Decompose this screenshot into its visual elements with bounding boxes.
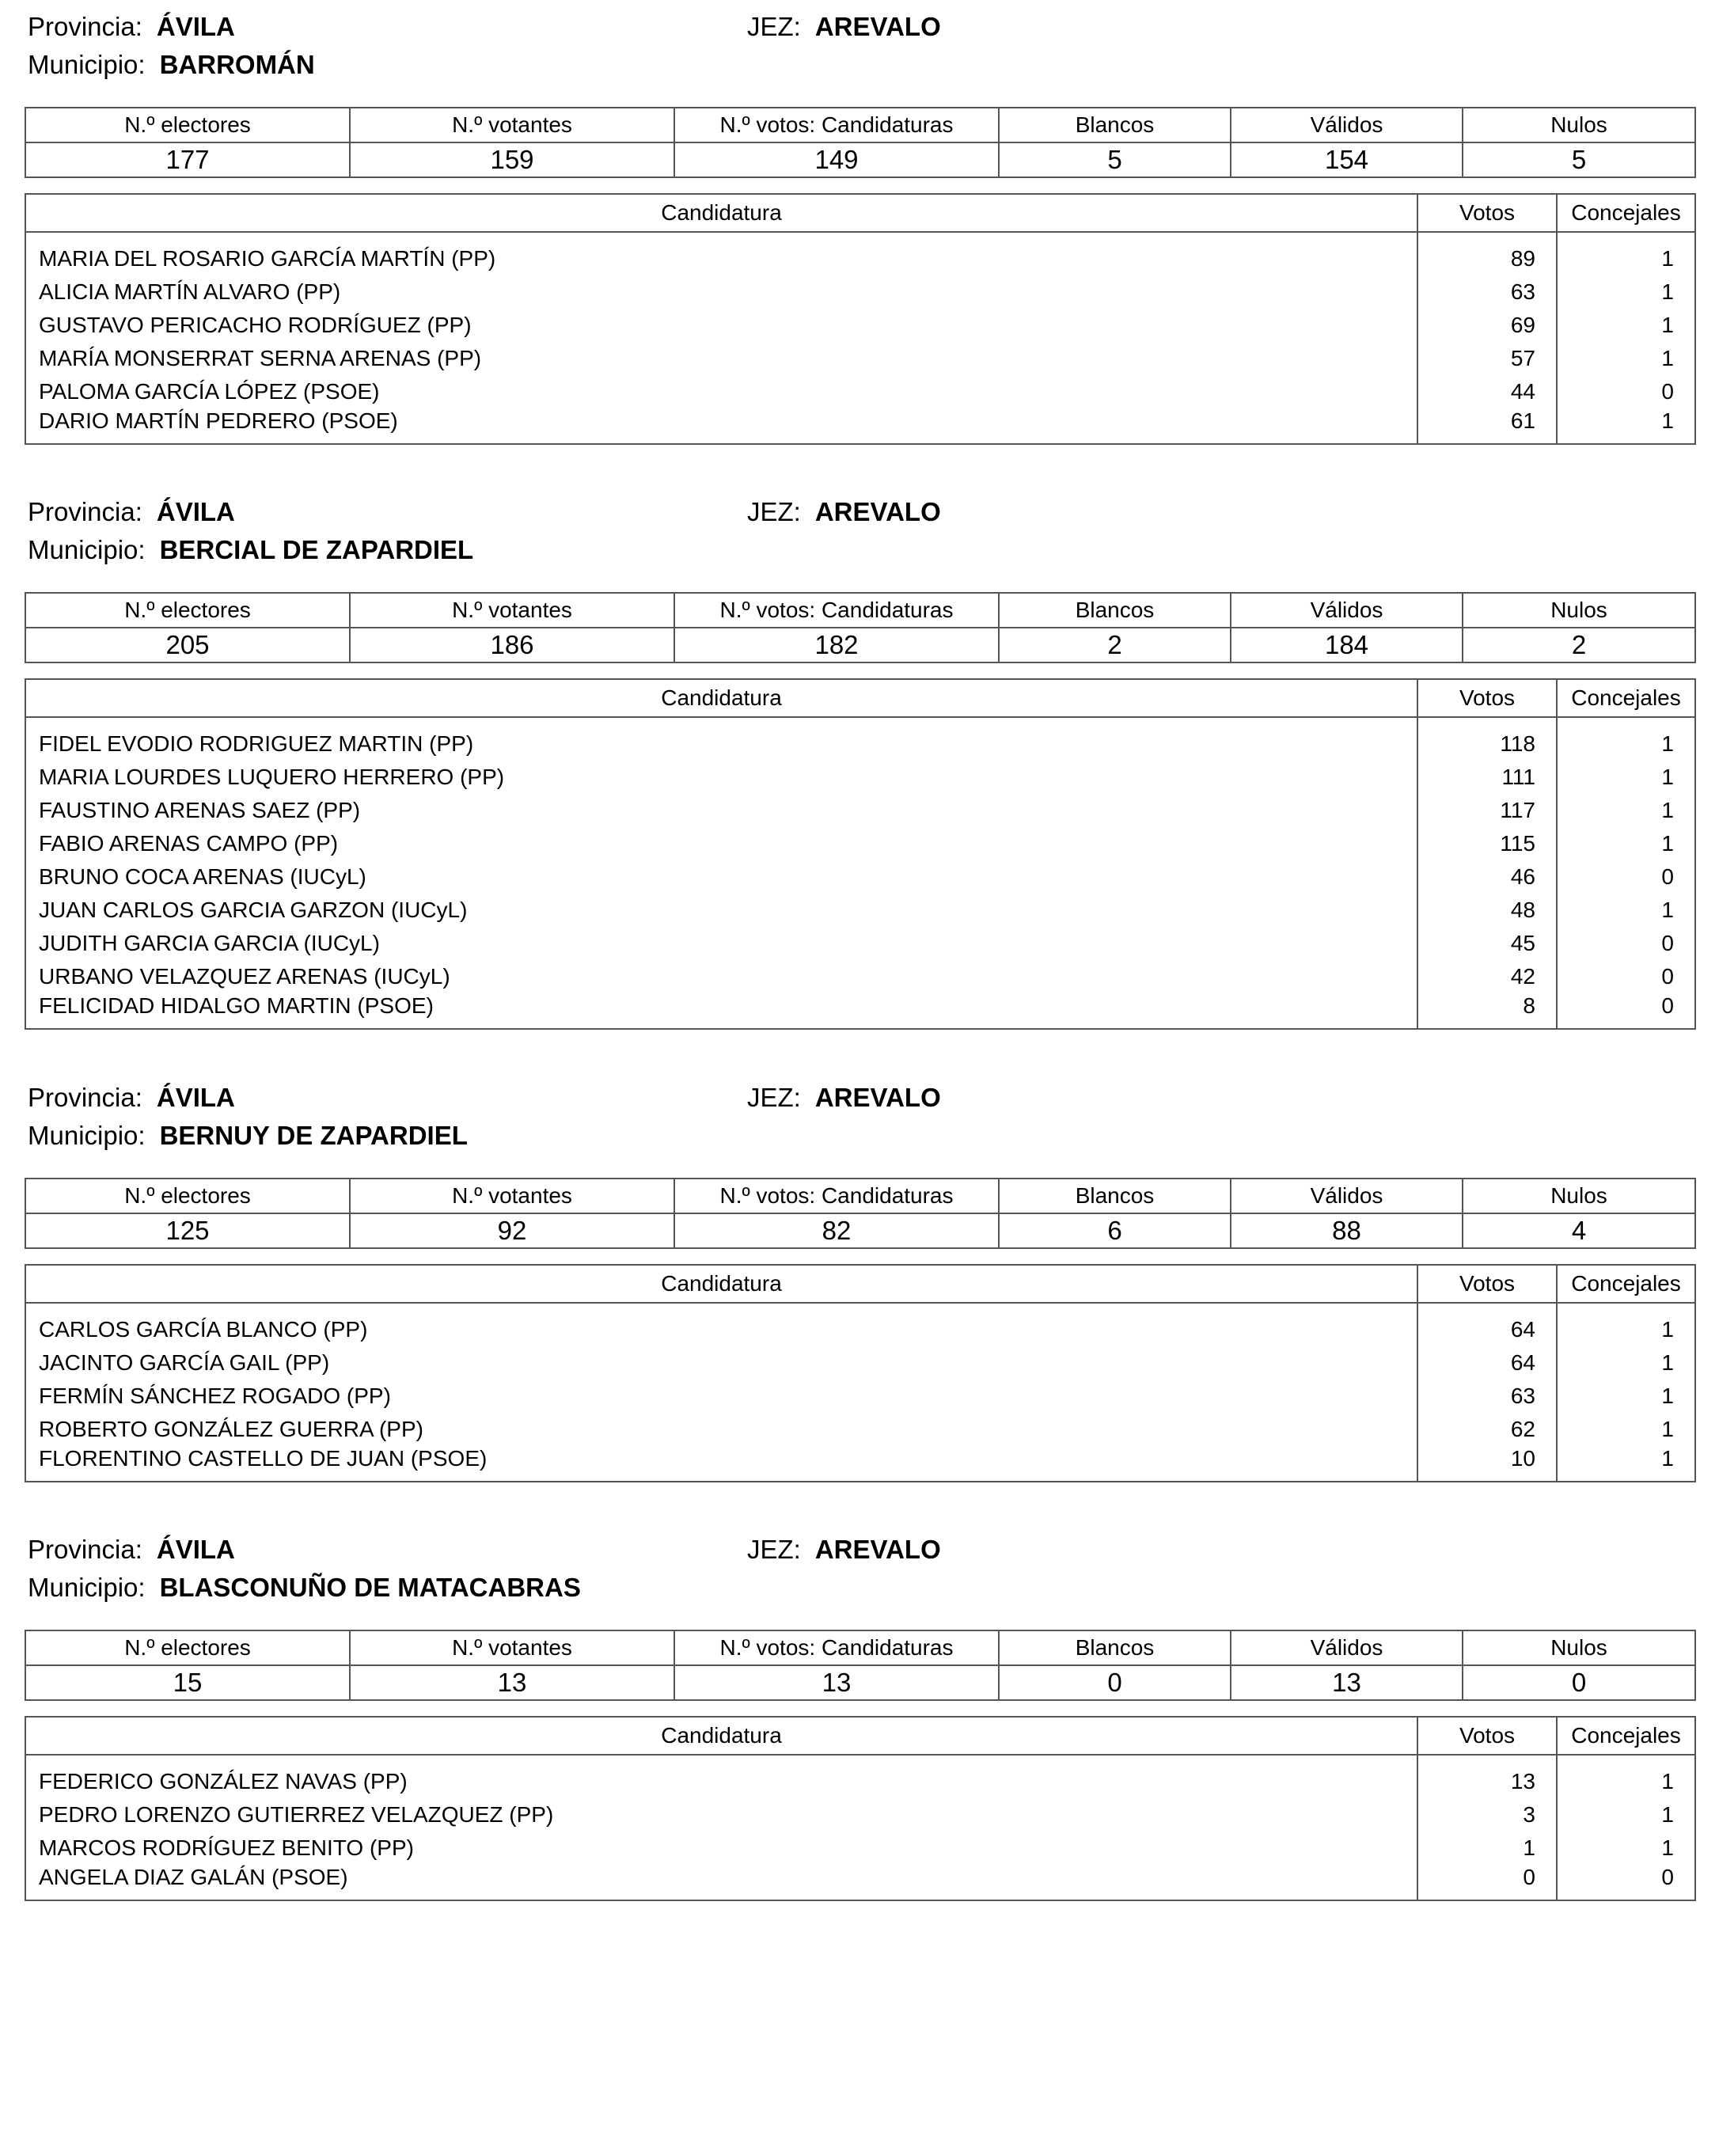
candidate-concejales: 0: [1557, 960, 1695, 993]
candidate-concejales: 1: [1557, 1798, 1695, 1831]
summary-value-row: [25, 628, 1695, 662]
jez-value: AREVALO: [814, 497, 941, 526]
summary-value-nulos: 0: [1463, 1665, 1695, 1700]
summary-header-blancos: Blancos: [999, 1630, 1231, 1665]
summary-header-votantes: N.º votantes: [350, 108, 674, 142]
candidate-name: FAUSTINO ARENAS SAEZ (PP): [39, 798, 361, 822]
candidate-concejales: 1: [1557, 1413, 1695, 1446]
candidate-votos: 44: [1417, 375, 1557, 408]
candidate-votos: 89: [1417, 242, 1557, 275]
candidate-row: [25, 727, 1695, 761]
candidate-name: URBANO VELAZQUEZ ARENAS (IUCyL): [39, 964, 450, 989]
jez-line: [747, 496, 941, 528]
summary-header-blancos: Blancos: [999, 1179, 1231, 1213]
candidate-concejales: 0: [1557, 993, 1695, 1029]
candidate-row: [25, 275, 1695, 309]
candidate-concejales: 1: [1557, 1831, 1695, 1865]
candidate-name: JACINTO GARCÍA GAIL (PP): [39, 1350, 330, 1375]
summary-value-validos: 154: [1231, 142, 1463, 177]
candidate-name: PALOMA GARCÍA LÓPEZ (PSOE): [39, 379, 380, 404]
summary-value-electores: 177: [25, 142, 350, 177]
candidate-row: [25, 1831, 1695, 1865]
summary-header-electores: N.º electores: [25, 108, 350, 142]
jez-value: AREVALO: [814, 1083, 941, 1112]
summary-header-row: [25, 593, 1695, 628]
jez-label: JEZ:: [747, 12, 801, 41]
candidate-row: [25, 309, 1695, 342]
summary-value-votantes: 186: [350, 628, 674, 662]
municipio-label: Municipio:: [28, 1121, 146, 1150]
provincia-line: [28, 1534, 235, 1566]
provincia-line: [28, 1082, 235, 1114]
summary-value-votantes: 159: [350, 142, 674, 177]
jez-label: JEZ:: [747, 1535, 801, 1564]
summary-header-row: [25, 1630, 1695, 1665]
candidate-votos: 48: [1417, 894, 1557, 927]
summary-header-validos: Válidos: [1231, 108, 1463, 142]
summary-header-blancos: Blancos: [999, 108, 1231, 142]
candidate-row: [25, 860, 1695, 894]
summary-value-electores: 15: [25, 1665, 350, 1700]
jez-label: JEZ:: [747, 1083, 801, 1112]
municipio-line: [28, 1120, 468, 1152]
provincia-line: [28, 11, 235, 43]
municipio-label: Municipio:: [28, 535, 146, 564]
provincia-value: ÁVILA: [156, 12, 235, 41]
summary-header-nulos: Nulos: [1463, 1179, 1695, 1213]
candidate-concejales: 1: [1557, 827, 1695, 860]
candidate-votos: 69: [1417, 309, 1557, 342]
candidate-row: [25, 1798, 1695, 1831]
summary-header-votantes: N.º votantes: [350, 1630, 674, 1665]
summary-value-blancos: 6: [999, 1213, 1231, 1248]
candidate-name: FLORENTINO CASTELLO DE JUAN (PSOE): [39, 1446, 488, 1471]
summary-header-votos_cand: N.º votos: Candidaturas: [674, 593, 999, 628]
summary-header-nulos: Nulos: [1463, 593, 1695, 628]
summary-value-votos_cand: 13: [674, 1665, 999, 1700]
municipio-line: [28, 534, 473, 566]
candidate-name: JUDITH GARCIA GARCIA (IUCyL): [39, 931, 380, 955]
candidate-row: [25, 993, 1695, 1029]
candidates-header-row: [25, 1265, 1695, 1303]
candidate-row: [25, 1380, 1695, 1413]
municipio-value: BERCIAL DE ZAPARDIEL: [159, 535, 474, 564]
candidate-votos: 117: [1417, 794, 1557, 827]
header-candidatura: Candidatura: [25, 1265, 1417, 1303]
provincia-label: Provincia:: [28, 1083, 142, 1112]
summary-value-validos: 13: [1231, 1665, 1463, 1700]
candidate-name: MARCOS RODRÍGUEZ BENITO (PP): [39, 1835, 414, 1860]
provincia-value: ÁVILA: [156, 497, 235, 526]
summary-value-blancos: 2: [999, 628, 1231, 662]
candidate-votos: 45: [1417, 927, 1557, 960]
candidate-votos: 13: [1417, 1765, 1557, 1798]
candidate-votos: 62: [1417, 1413, 1557, 1446]
candidate-name: PEDRO LORENZO GUTIERREZ VELAZQUEZ (PP): [39, 1802, 554, 1827]
summary-value-nulos: 2: [1463, 628, 1695, 662]
provincia-line: [28, 496, 235, 528]
candidate-row: [25, 1313, 1695, 1346]
candidate-concejales: 1: [1557, 1313, 1695, 1346]
candidate-concejales: 1: [1557, 342, 1695, 375]
provincia-label: Provincia:: [28, 497, 142, 526]
candidate-concejales: 0: [1557, 860, 1695, 894]
summary-header-validos: Válidos: [1231, 593, 1463, 628]
municipio-line: [28, 1572, 581, 1604]
candidate-row: [25, 761, 1695, 794]
summary-header-electores: N.º electores: [25, 593, 350, 628]
candidate-name: ALICIA MARTÍN ALVARO (PP): [39, 279, 341, 304]
candidate-votos: 111: [1417, 761, 1557, 794]
candidates-table: [25, 1716, 1696, 1901]
results-summary-table: [25, 1178, 1696, 1249]
candidate-concejales: 1: [1557, 1765, 1695, 1798]
summary-header-votos_cand: N.º votos: Candidaturas: [674, 1630, 999, 1665]
summary-header-votantes: N.º votantes: [350, 593, 674, 628]
candidates-header-row: [25, 194, 1695, 232]
municipio-label: Municipio:: [28, 1573, 146, 1602]
header-concejales: Concejales: [1557, 1265, 1695, 1303]
candidate-name: FIDEL EVODIO RODRIGUEZ MARTIN (PP): [39, 731, 474, 756]
candidate-concejales: 1: [1557, 727, 1695, 761]
candidate-row: [25, 960, 1695, 993]
candidate-concejales: 1: [1557, 1446, 1695, 1482]
candidate-name: CARLOS GARCÍA BLANCO (PP): [39, 1317, 368, 1342]
candidate-row: [25, 894, 1695, 927]
candidate-row: [25, 1413, 1695, 1446]
candidate-row: [25, 408, 1695, 444]
candidate-row: [25, 827, 1695, 860]
jez-value: AREVALO: [814, 12, 941, 41]
summary-value-votos_cand: 149: [674, 142, 999, 177]
candidate-name: FEDERICO GONZÁLEZ NAVAS (PP): [39, 1769, 408, 1794]
candidate-votos: 10: [1417, 1446, 1557, 1482]
candidate-concejales: 1: [1557, 275, 1695, 309]
candidate-votos: 64: [1417, 1313, 1557, 1346]
candidate-row: [25, 375, 1695, 408]
candidate-row: [25, 794, 1695, 827]
municipio-value: BARROMÁN: [159, 50, 315, 79]
candidates-header-row: [25, 679, 1695, 717]
candidate-votos: 1: [1417, 1831, 1557, 1865]
summary-value-votantes: 13: [350, 1665, 674, 1700]
candidate-votos: 115: [1417, 827, 1557, 860]
summary-value-electores: 205: [25, 628, 350, 662]
candidate-name: FABIO ARENAS CAMPO (PP): [39, 831, 339, 856]
municipio-label: Municipio:: [28, 50, 146, 79]
header-candidatura: Candidatura: [25, 1717, 1417, 1755]
header-candidatura: Candidatura: [25, 194, 1417, 232]
summary-value-validos: 88: [1231, 1213, 1463, 1248]
candidate-row: [25, 342, 1695, 375]
candidate-votos: 42: [1417, 960, 1557, 993]
candidates-table: [25, 1264, 1696, 1482]
summary-header-nulos: Nulos: [1463, 1630, 1695, 1665]
summary-header-votos_cand: N.º votos: Candidaturas: [674, 108, 999, 142]
candidate-row: [25, 242, 1695, 275]
summary-header-row: [25, 108, 1695, 142]
header-concejales: Concejales: [1557, 194, 1695, 232]
candidate-votos: 0: [1417, 1865, 1557, 1900]
header-concejales: Concejales: [1557, 1717, 1695, 1755]
summary-header-row: [25, 1179, 1695, 1213]
municipio-line: [28, 49, 315, 81]
candidate-concejales: 1: [1557, 309, 1695, 342]
candidate-votos: 61: [1417, 408, 1557, 444]
candidate-name: MARIA LOURDES LUQUERO HERRERO (PP): [39, 765, 505, 789]
candidate-name: BRUNO COCA ARENAS (IUCyL): [39, 864, 366, 889]
summary-value-votos_cand: 182: [674, 628, 999, 662]
jez-label: JEZ:: [747, 497, 801, 526]
candidate-concejales: 0: [1557, 927, 1695, 960]
summary-value-row: [25, 1213, 1695, 1248]
candidate-votos: 46: [1417, 860, 1557, 894]
candidates-header-row: [25, 1717, 1695, 1755]
candidate-name: FELICIDAD HIDALGO MARTIN (PSOE): [39, 993, 434, 1018]
summary-header-electores: N.º electores: [25, 1630, 350, 1665]
candidate-votos: 64: [1417, 1346, 1557, 1380]
summary-header-blancos: Blancos: [999, 593, 1231, 628]
candidate-concejales: 1: [1557, 1346, 1695, 1380]
candidate-votos: 3: [1417, 1798, 1557, 1831]
candidate-name: GUSTAVO PERICACHO RODRÍGUEZ (PP): [39, 313, 472, 337]
municipio-value: BERNUY DE ZAPARDIEL: [159, 1121, 468, 1150]
municipio-value: BLASCONUÑO DE MATACABRAS: [159, 1573, 581, 1602]
results-summary-table: [25, 1630, 1696, 1701]
summary-value-electores: 125: [25, 1213, 350, 1248]
summary-header-votos_cand: N.º votos: Candidaturas: [674, 1179, 999, 1213]
candidate-name: ANGELA DIAZ GALÁN (PSOE): [39, 1865, 348, 1889]
summary-value-row: [25, 1665, 1695, 1700]
header-votos: Votos: [1417, 1717, 1557, 1755]
summary-value-validos: 184: [1231, 628, 1463, 662]
summary-header-votantes: N.º votantes: [350, 1179, 674, 1213]
candidate-votos: 63: [1417, 1380, 1557, 1413]
summary-value-votantes: 92: [350, 1213, 674, 1248]
candidate-row: [25, 1446, 1695, 1482]
candidate-concejales: 1: [1557, 408, 1695, 444]
candidate-row: [25, 927, 1695, 960]
header-concejales: Concejales: [1557, 679, 1695, 717]
summary-value-nulos: 4: [1463, 1213, 1695, 1248]
candidate-votos: 63: [1417, 275, 1557, 309]
provincia-label: Provincia:: [28, 12, 142, 41]
candidate-row: [25, 1865, 1695, 1900]
candidate-name: MARÍA MONSERRAT SERNA ARENAS (PP): [39, 346, 482, 370]
candidate-name: DARIO MARTÍN PEDRERO (PSOE): [39, 408, 398, 433]
candidate-votos: 8: [1417, 993, 1557, 1029]
candidate-name: FERMÍN SÁNCHEZ ROGADO (PP): [39, 1384, 391, 1408]
header-votos: Votos: [1417, 194, 1557, 232]
candidate-concejales: 1: [1557, 242, 1695, 275]
header-candidatura: Candidatura: [25, 679, 1417, 717]
candidate-row: [25, 1346, 1695, 1380]
candidate-votos: 57: [1417, 342, 1557, 375]
header-votos: Votos: [1417, 1265, 1557, 1303]
candidate-concejales: 1: [1557, 794, 1695, 827]
candidate-concejales: 1: [1557, 894, 1695, 927]
candidate-name: JUAN CARLOS GARCIA GARZON (IUCyL): [39, 898, 468, 922]
summary-value-row: [25, 142, 1695, 177]
summary-header-validos: Válidos: [1231, 1179, 1463, 1213]
summary-value-votos_cand: 82: [674, 1213, 999, 1248]
jez-value: AREVALO: [814, 1535, 941, 1564]
jez-line: [747, 11, 941, 43]
summary-value-blancos: 0: [999, 1665, 1231, 1700]
candidate-row: [25, 1765, 1695, 1798]
candidate-concejales: 0: [1557, 375, 1695, 408]
results-summary-table: [25, 592, 1696, 663]
candidate-concejales: 1: [1557, 761, 1695, 794]
jez-line: [747, 1082, 941, 1114]
header-votos: Votos: [1417, 679, 1557, 717]
summary-header-validos: Válidos: [1231, 1630, 1463, 1665]
results-summary-table: [25, 107, 1696, 178]
jez-line: [747, 1534, 941, 1566]
candidates-table: [25, 193, 1696, 445]
candidate-concejales: 1: [1557, 1380, 1695, 1413]
summary-header-electores: N.º electores: [25, 1179, 350, 1213]
provincia-label: Provincia:: [28, 1535, 142, 1564]
candidate-votos: 118: [1417, 727, 1557, 761]
summary-value-blancos: 5: [999, 142, 1231, 177]
candidate-name: ROBERTO GONZÁLEZ GUERRA (PP): [39, 1417, 423, 1441]
provincia-value: ÁVILA: [156, 1535, 235, 1564]
summary-header-nulos: Nulos: [1463, 108, 1695, 142]
provincia-value: ÁVILA: [156, 1083, 235, 1112]
candidate-concejales: 0: [1557, 1865, 1695, 1900]
candidate-name: MARIA DEL ROSARIO GARCÍA MARTÍN (PP): [39, 246, 496, 271]
candidates-table: [25, 678, 1696, 1030]
summary-value-nulos: 5: [1463, 142, 1695, 177]
